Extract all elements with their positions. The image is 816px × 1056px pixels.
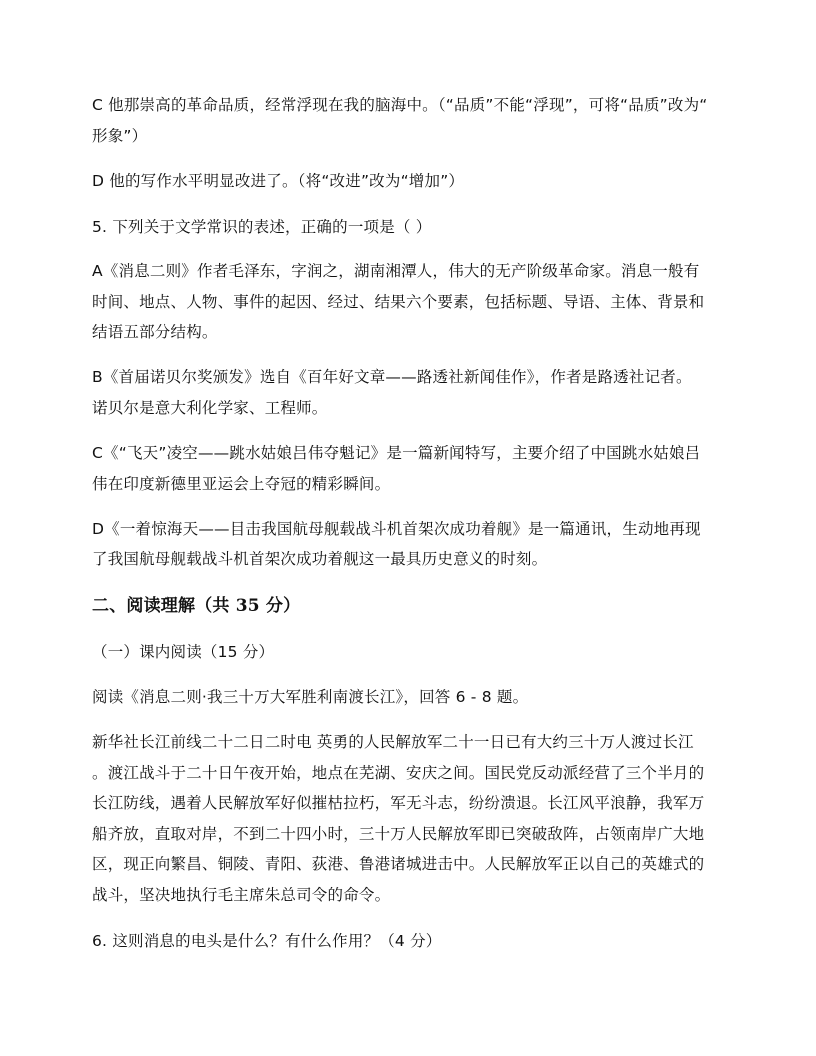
question-6: 6. 这则消息的电头是什么？有什么作用？（4 分） [92,932,442,950]
option-c2-line-1: C《“飞天”凌空——跳水姑娘吕伟夺魁记》是一篇新闻特写，主要介绍了中国跳水姑娘吕 [92,444,701,462]
option-b-line-1: B《首届诺贝尔奖颁发》选自《百年好文章——路透社新闻佳作》，作者是路透社记者。 [92,368,692,386]
passage-line-2: 。渡江战斗于二十日午夜开始，地点在芜湖、安庆之间。国民党反动派经营了三个半月的 [92,764,705,782]
passage-line-6: 战斗，坚决地执行毛主席朱总司令的命令。 [92,886,391,904]
reading-instruction: 阅读《消息二则·我三十万大军胜利南渡长江》，回答 6 - 8 题。 [92,688,529,706]
option-a-line-2: 时间、地点、人物、事件的起因、经过、结果六个要素，包括标题、导语、主体、背景和 [92,293,705,311]
passage-line-4: 船齐放，直取对岸，不到二十四小时，三十万人民解放军即已突破敌阵，占领南岸广大地 [92,825,705,843]
option-d-line: D 他的写作水平明显改进了。（将“改进”改为“增加”） [92,172,465,190]
option-d2-line-2: 了我国航母舰载战斗机首架次成功着舰这一最具历史意义的时刻。 [92,550,548,568]
option-a-line-1: A《消息二则》作者毛泽东，字润之，湖南湘潭人，伟大的无产阶级革命家。消息一般有 [92,262,700,280]
option-d2-line-1: D《一着惊海天——目击我国航母舰载战斗机首架次成功着舰》是一篇通讯，生动地再现 [92,520,701,538]
passage-line-3: 长江防线，遇着人民解放军好似摧枯拉朽，军无斗志，纷纷溃退。长江风平浪静，我军万 [92,794,705,812]
option-a-line-3: 结语五部分结构。 [92,323,218,341]
section-heading: 二、阅读理解（共 35 分） [92,596,301,616]
option-c-line-1: C 他那崇高的革命品质，经常浮现在我的脑海中。（“品质”不能“浮现”，可将“品质”改为“ [92,96,708,114]
option-c2-line-2: 伟在印度新德里亚运会上夺冠的精彩瞬间。 [92,475,391,493]
passage-line-5: 区，现正向繁昌、铜陵、青阳、荻港、鲁港诸城进击中。人民解放军正以自己的英雄式的 [92,855,705,873]
option-b-line-2: 诺贝尔是意大利化学家、工程师。 [92,399,328,417]
subsection-heading: （一）课内阅读（15 分） [92,643,275,661]
question-5: 5. 下列关于文学常识的表述，正确的一项是（ ） [92,218,432,236]
passage-line-1: 新华社长江前线二十二日二时电 英勇的人民解放军二十一日已有大约三十万人渡过长江 [92,733,694,751]
option-c-line-2: 形象”） [92,127,148,145]
